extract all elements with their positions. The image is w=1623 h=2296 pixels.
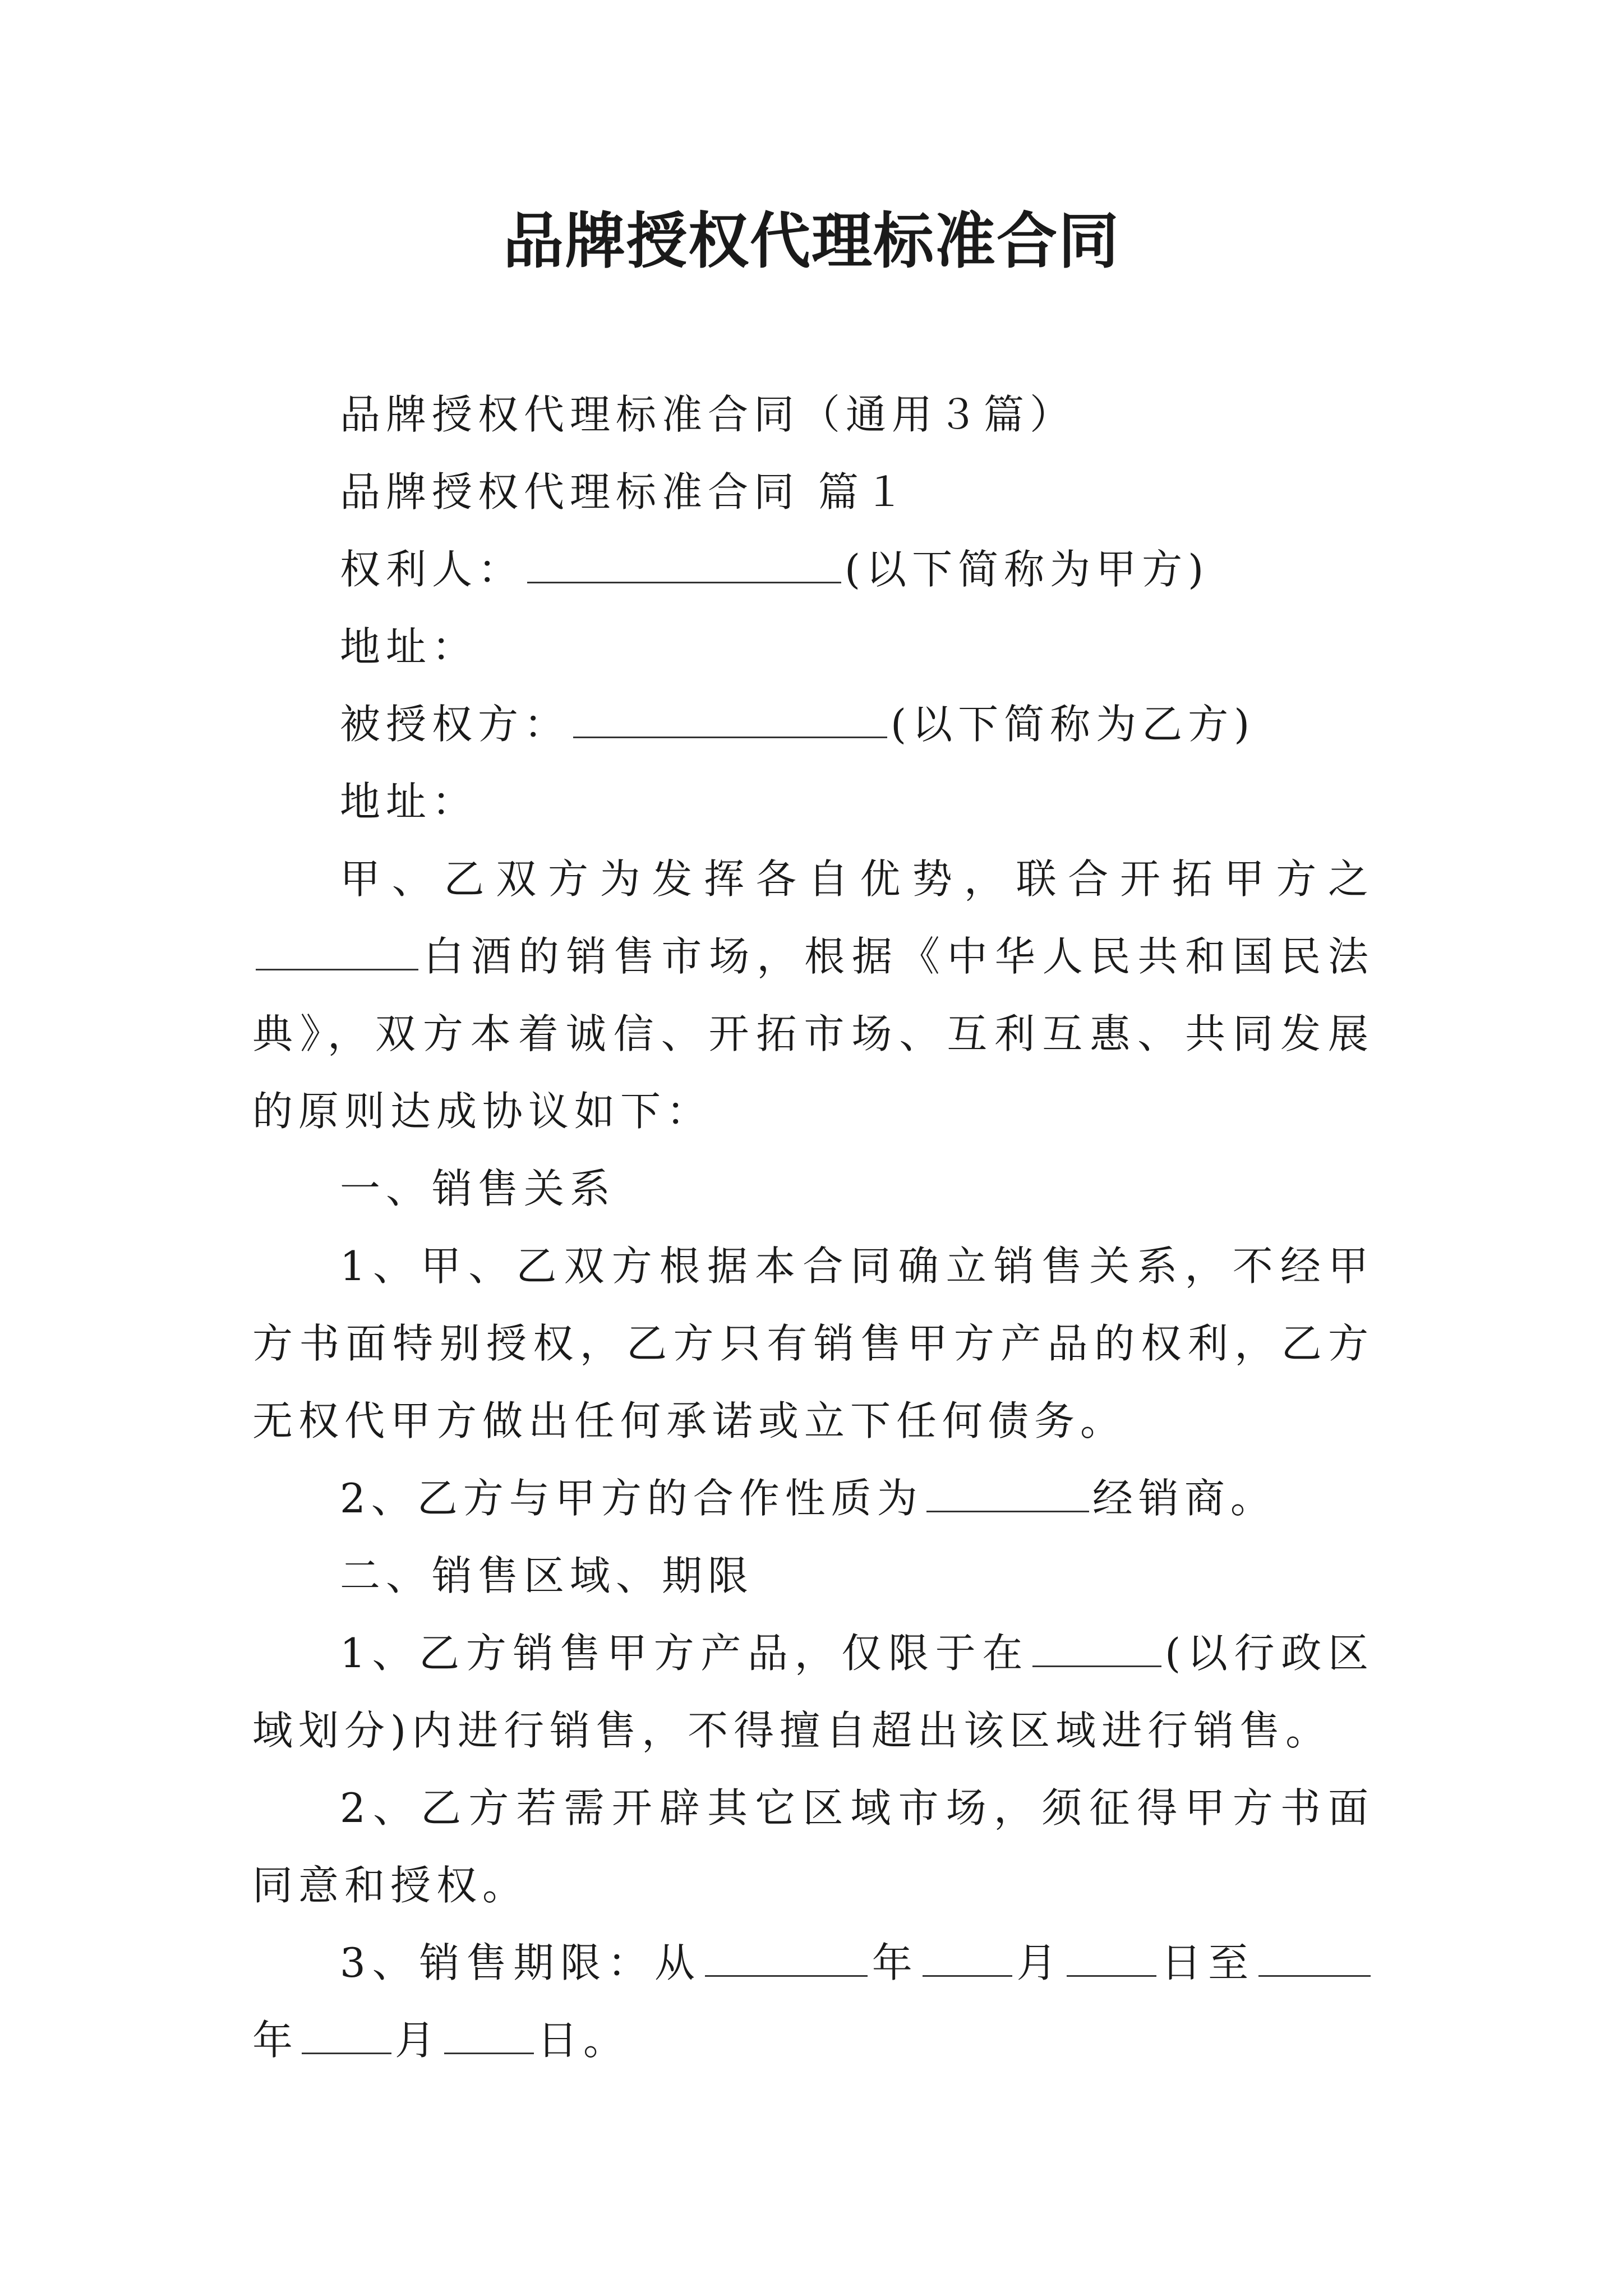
paragraph-text: 二、销售区域、期限 bbox=[340, 1552, 754, 1599]
paragraph-text: 3、销售期限：从 bbox=[340, 1939, 702, 1986]
paragraph-text: 1、乙方销售甲方产品，仅限于在 bbox=[340, 1630, 1030, 1677]
blank-line bbox=[705, 1931, 868, 1977]
paragraph-text: 一、销售关系 bbox=[340, 1165, 616, 1212]
paragraph-text: 经销商。 bbox=[1092, 1475, 1276, 1522]
paragraph-text: 甲、乙双方为发挥各自优势，联合开拓甲方之 bbox=[340, 855, 1374, 903]
label-right-holder: 权利人： bbox=[340, 546, 524, 593]
blank-line bbox=[1067, 1931, 1156, 1977]
label-licensee: 被授权方： bbox=[340, 701, 570, 748]
blank-line bbox=[302, 2009, 391, 2054]
label-year: 年 bbox=[870, 1939, 919, 1986]
paragraph-text: 品牌授权代理标准合同（通用３篇） bbox=[340, 391, 1076, 438]
note-party-a: (以下简称为甲方) bbox=[845, 546, 1210, 593]
paragraph-heading-sales-area bbox=[252, 1537, 1374, 1614]
paragraph-subtitle bbox=[252, 376, 1374, 453]
paragraph-clause bbox=[252, 1460, 1374, 1537]
blank-line bbox=[1258, 1931, 1371, 1977]
paragraph-preamble bbox=[252, 840, 1374, 1150]
label-day-end: 日。 bbox=[537, 2017, 630, 2064]
paragraph-text: 1、甲、乙双方根据本合同确立销售关系，不经甲方书面特别授权，乙方只有销售甲方产品的权利，乙方无权代甲方做出任何承诺或立下任何债务。 bbox=[252, 1243, 1374, 1444]
label-year: 年 bbox=[252, 2017, 299, 2064]
paragraph-address-a bbox=[252, 608, 1374, 685]
label-address: 地址： bbox=[340, 778, 478, 825]
paragraph-clause-period bbox=[252, 1924, 1374, 2079]
paragraph-text: (以行政区域划分)内进行销售，不得擅自超出该区域进行销售。 bbox=[252, 1630, 1375, 1754]
paragraph-section-heading bbox=[252, 453, 1374, 531]
paragraph-right-holder bbox=[252, 531, 1374, 608]
paragraph-text: 2、乙方与甲方的合作性质为 bbox=[340, 1475, 923, 1522]
blank-line bbox=[527, 538, 841, 583]
paragraph-address-b bbox=[252, 763, 1374, 840]
label-month: 月 bbox=[395, 2017, 441, 2064]
label-month: 月 bbox=[1015, 1939, 1064, 1986]
blank-line bbox=[256, 925, 418, 970]
blank-line bbox=[923, 1931, 1012, 1977]
note-party-b: (以下简称为乙方) bbox=[891, 701, 1256, 748]
blank-line bbox=[573, 693, 887, 738]
paragraph-text: 品牌授权代理标准合同 篇１ bbox=[340, 468, 910, 516]
paragraph-text: 2、乙方若需开辟其它区域市场，须征得甲方书面同意和授权。 bbox=[252, 1784, 1374, 1909]
document-title: 品牌授权代理标准合同 bbox=[502, 206, 1120, 277]
document-body bbox=[252, 376, 1374, 2079]
label-day-to: 日至 bbox=[1160, 1939, 1255, 1986]
paragraph-clause bbox=[252, 1614, 1374, 1769]
paragraph-text: 白酒的销售市场，根据《中华人民共和国民法典》，双方本着诚信、开拓市场、互利互惠、共同发展的原则达成协议如下： bbox=[252, 933, 1374, 1135]
paragraph-licensee bbox=[252, 685, 1374, 763]
label-address: 地址： bbox=[340, 623, 478, 670]
blank-line bbox=[1032, 1622, 1161, 1667]
blank-line bbox=[926, 1467, 1089, 1512]
blank-line bbox=[444, 2009, 534, 2054]
paragraph-clause bbox=[252, 1769, 1374, 1924]
paragraph-heading-sales-relation bbox=[252, 1150, 1374, 1227]
paragraph-clause bbox=[252, 1227, 1374, 1460]
